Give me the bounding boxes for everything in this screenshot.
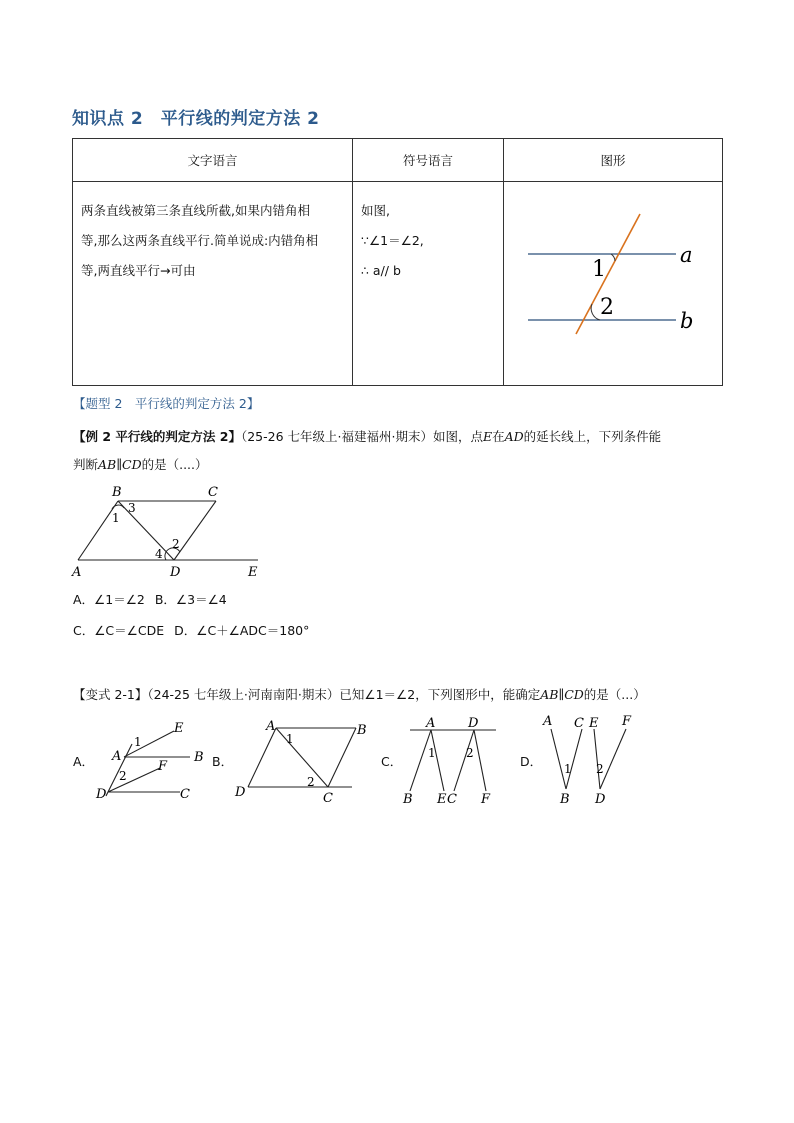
segment-df: [474, 730, 486, 791]
example-mid1: 在: [492, 429, 505, 444]
example-statement: AB∥CD: [98, 457, 142, 472]
label-c: C: [323, 791, 333, 806]
segment-ad: AD: [504, 429, 524, 444]
label-e: E: [174, 721, 184, 736]
example-parallelogram-figure: [66, 482, 276, 582]
variant-option-d[interactable]: D．: [520, 754, 543, 769]
point-e: E: [482, 429, 493, 444]
segment-ab: [551, 729, 566, 789]
label-e: E: [248, 565, 258, 580]
symbol-line: 如图,: [361, 203, 390, 218]
segment-ab: [78, 501, 118, 560]
table-header-row: [73, 139, 723, 182]
variant-statement: AB∥CD: [540, 687, 584, 702]
example-line2-a: 判断: [73, 457, 99, 472]
ray-df: [108, 768, 160, 792]
label-a: A: [266, 719, 276, 734]
variant-figure-d: [538, 713, 638, 808]
variant-source: （24-25 七年级上·河南南阳·期末）已知∠1＝∠2，下列图形中，能确定: [147, 687, 541, 702]
variant-figure-b: [230, 716, 380, 806]
label-c: C: [574, 716, 584, 731]
knowledge-table: [72, 138, 723, 386]
label-a: A: [426, 716, 436, 731]
angle-label-1: 1: [134, 735, 142, 749]
text-line: 等,那么这两条直线平行.简单说成:内错角相: [81, 233, 319, 248]
segment-bc: [566, 729, 582, 789]
variant-option-b[interactable]: B．: [212, 754, 234, 769]
label-c: C: [447, 792, 457, 807]
example-options-row-2: [73, 622, 309, 640]
segment-cd: [174, 501, 216, 560]
variant-lead: 【变式 2-1】: [73, 687, 148, 702]
line-b-label: b: [680, 309, 694, 333]
segment-dc: [454, 730, 474, 791]
label-f: F: [622, 714, 632, 729]
diagonal-ac: [276, 728, 328, 787]
variant-figure-c: [398, 713, 508, 808]
header-figure: 图形: [504, 139, 723, 182]
label-d: D: [235, 785, 246, 800]
angle2-label: 2: [600, 295, 614, 320]
option-c[interactable]: C．∠C＝∠CDE: [73, 623, 165, 638]
label-b: B: [194, 750, 204, 765]
segment-ae: [431, 730, 444, 791]
variant-line: [73, 686, 646, 704]
segment-ab: [410, 730, 431, 791]
header-symbol-language: 符号语言: [353, 139, 504, 182]
figure-cell: [504, 182, 723, 386]
label-a: A: [72, 565, 82, 580]
symbol-language-cell: [353, 182, 504, 386]
label-e: E: [437, 792, 447, 807]
label-d: D: [468, 716, 479, 731]
option-d[interactable]: D．∠C＋∠ADC＝180°: [174, 623, 310, 638]
example-line2-b: 的是（....）: [141, 457, 208, 472]
parallel-lines-figure: [504, 182, 722, 387]
label-c: C: [208, 485, 218, 500]
angle-label-1: 1: [564, 762, 572, 776]
segment-ed: [594, 729, 600, 789]
text-line: 两条直线被第三条直线所截,如果内错角相: [81, 203, 310, 218]
angle-label-2: 2: [119, 769, 127, 783]
angle-label-3: 3: [128, 501, 136, 515]
label-f: F: [481, 792, 491, 807]
label-b: B: [357, 723, 367, 738]
angle-label-2: 2: [466, 746, 474, 760]
option-a[interactable]: A．∠1＝∠2: [73, 592, 145, 607]
label-a: A: [112, 749, 122, 764]
line-a-label: a: [680, 243, 693, 267]
example-source: （25-26 七年级上·福建福州·期末）如图，点: [240, 429, 483, 444]
variant-option-c[interactable]: C．: [381, 754, 403, 769]
angle-label-1: 1: [428, 746, 436, 760]
segment-bd: [118, 501, 174, 560]
label-c: C: [180, 787, 190, 802]
label-d: D: [170, 565, 181, 580]
angle1-arc: [611, 254, 615, 261]
segment-ad: [248, 728, 276, 787]
header-text-language: 文字语言: [73, 139, 353, 182]
angle1-label: 1: [592, 257, 606, 282]
label-f: F: [158, 759, 168, 774]
example-mid2: 的延长线上，下列条件能: [523, 429, 662, 444]
label-e: E: [589, 716, 599, 731]
text-line: 等,两直线平行→可由: [81, 263, 196, 278]
example-line-2: [73, 456, 208, 474]
label-b: B: [403, 792, 413, 807]
question-type-header: 【题型 2 平行线的判定方法 2】: [73, 396, 260, 411]
angle-label-1: 1: [112, 511, 120, 525]
label-a: A: [543, 714, 553, 729]
angle-label-2: 2: [596, 762, 604, 776]
variant-option-a[interactable]: A．: [73, 754, 95, 769]
label-b: B: [112, 485, 122, 500]
example-line-1: [73, 428, 661, 446]
symbol-line: ∴ a// b: [361, 263, 401, 278]
angle-arcs-b: [112, 505, 124, 509]
label-d: D: [96, 787, 107, 802]
variant-figure-a: [92, 716, 212, 806]
angle-label-4: 4: [155, 547, 163, 561]
label-b: B: [560, 792, 570, 807]
angle-label-1: 1: [286, 732, 294, 746]
example-lead: 【例 2 平行线的判定方法 2】: [73, 429, 241, 444]
angle2-arc: [591, 304, 600, 320]
segment-df: [600, 729, 626, 789]
angle-label-2: 2: [307, 775, 315, 789]
section-title: 知识点 2 平行线的判定方法 2: [72, 109, 320, 129]
label-d: D: [595, 792, 606, 807]
segment-bc: [328, 728, 356, 787]
angle-label-2: 2: [172, 537, 180, 551]
symbol-line: ∵∠1＝∠2,: [361, 233, 424, 248]
variant-tail: 的是（...）: [583, 687, 646, 702]
option-b[interactable]: B．∠3＝∠4: [154, 592, 227, 607]
example-options-row-1: [73, 591, 227, 609]
text-language-cell: [73, 182, 353, 386]
table-body-row: [73, 182, 723, 386]
